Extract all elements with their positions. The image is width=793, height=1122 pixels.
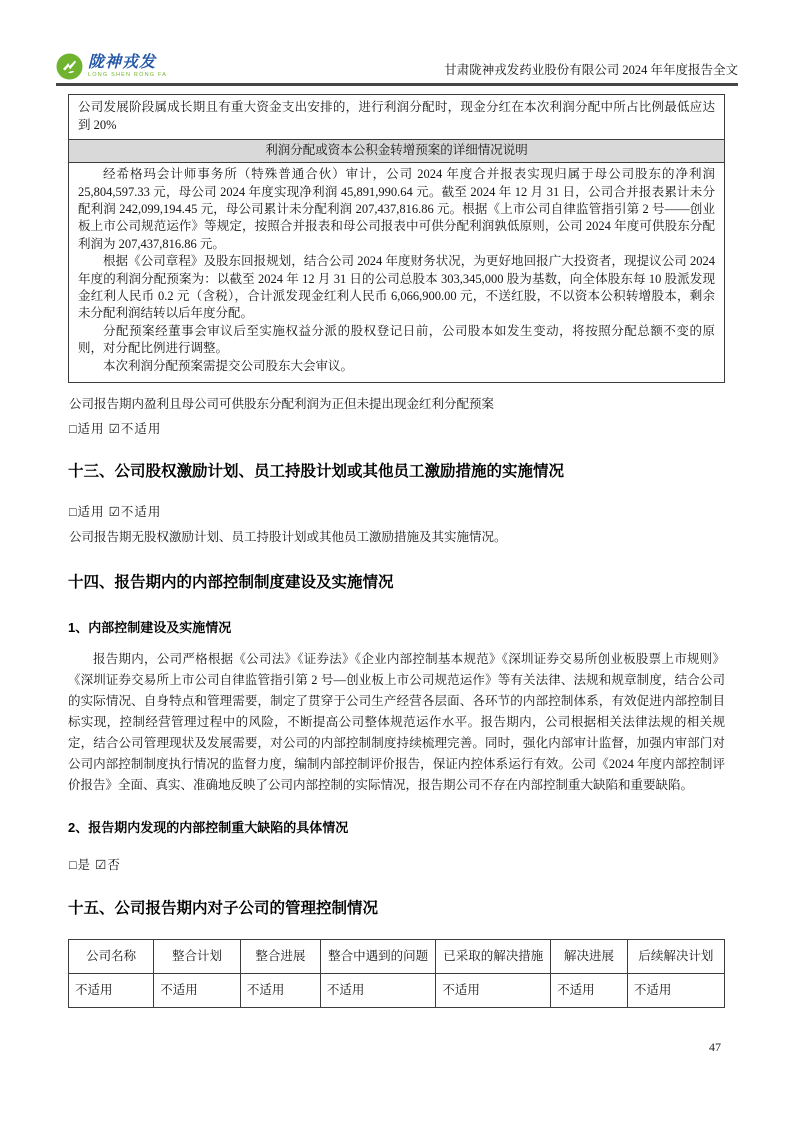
section-13-heading: 十三、公司股权激励计划、员工持股计划或其他员工激励措施的实施情况 <box>68 463 565 481</box>
section-15-heading: 十五、公司报告期内对子公司的管理控制情况 <box>68 900 379 918</box>
profit-note-checkbox-line: □适用 ☑不适用 <box>69 422 162 437</box>
logo-chinese-name: 陇神戎发 <box>88 53 157 71</box>
company-logo-text <box>88 55 167 79</box>
column-header: 后续解决计划 <box>627 940 724 974</box>
table-cell: 不适用 <box>69 974 154 1008</box>
section-14-heading: 十四、报告期内的内部控制制度建设及实施情况 <box>68 574 394 592</box>
column-header: 整合进展 <box>240 940 320 974</box>
table-cell: 不适用 <box>320 974 435 1008</box>
dividend-plan-body <box>69 163 724 382</box>
logo-english-name: LONG SHEN RONG FA <box>88 71 168 78</box>
table-cell: 不适用 <box>240 974 320 1008</box>
column-header: 整合中遇到的问题 <box>320 940 435 974</box>
subsidiary-control-table <box>68 939 725 1008</box>
section-14-sub2-heading: 2、报告期内发现的内部控制重大缺陷的具体情况 <box>68 820 349 836</box>
section-14-sub2-checkbox-line: □是 ☑否 <box>69 858 121 873</box>
table-cell: 不适用 <box>436 974 551 1008</box>
dividend-paragraph: 经希格玛会计师事务所（特殊普通合伙）审计，公司 2024 年度合并报表实现归属于母公司股东的净利润 25,804,597.33 元，母公司 2024 年度实现净利润 45,891,990.64 元。截至 2024 年 12 月 31 日，公司合并报表累计未分配利润 242,099,194.45 元，母公司累计未分配利润 207,437,816.86 元。根据《上市公司自律监管指引第 2 号——创业板上市公司规范运作》等规定，按照合并报表和母公司报表中可供分配利润孰低原则，公司 2024 年度可供股东分配利润为 207,437,816.86 元。 <box>78 167 715 251</box>
dividend-policy-intro: 公司发展阶段属成长期且有重大资金支出安排的，进行利润分配时，现金分红在本次利润分配中所占比例最低应达到 20% <box>78 100 715 132</box>
table-cell: 不适用 <box>551 974 628 1008</box>
page-content <box>68 94 725 1008</box>
section-14-sub1-heading: 1、内部控制建设及实施情况 <box>68 620 232 636</box>
page-header <box>56 46 738 86</box>
table-row <box>69 974 725 1008</box>
dividend-paragraph: 本次利润分配预案需提交公司股东大会审议。 <box>103 358 354 373</box>
column-header: 已采取的解决措施 <box>436 940 551 974</box>
dividend-paragraph: 分配预案经董事会审议后至实施权益分派的股权登记日前，公司股本如发生变动，将按照分配总额不变的原则，对分配比例进行调整。 <box>78 323 715 356</box>
column-header: 整合计划 <box>154 940 241 974</box>
dividend-paragraph: 根据《公司章程》及股东回报规划，结合公司 2024 年度财务状况，为更好地回报广大投资者，现提议公司 2024 年度的利润分配预案为：以截至 2024 年 12 月 31 日的公司总股本 303,345,000 股为基数，向全体股东每 10 股派发现金红利人民币 0.2 元（含税），合计派发现金红利人民币 6,066,900.00 元，不送红股，不以资本公积转增股本，剩余未分配利润结转以后年度分配。 <box>78 254 715 321</box>
profit-no-dividend-note: 公司报告期内盈利且母公司可供股东分配利润为正但未提出现金红利分配预案 <box>69 397 495 412</box>
report-title: 甘肃陇神戎发药业股份有限公司 2024 年年度报告全文 <box>444 63 738 77</box>
section-13-note: 公司报告期无股权激励计划、员工持股计划或其他员工激励措施及其实施情况。 <box>69 530 507 545</box>
table-header-row <box>69 940 725 974</box>
company-logo-icon <box>56 53 83 80</box>
internal-control-paragraph: 报告期内，公司严格根据《公司法》《证券法》《企业内部控制基本规范》《深圳证券交易所创业板股票上市规则》《深圳证券交易所上市公司自律监管指引第 2 号—创业板上市公司规范运作》等有关法律、法规和规章制度，结合公司的实际情况、自身特点和管理需要，制定了贯穿于公司生产经营各层面、各环节的内部控制体系，有效促进内部控制目标实现，控制经营管理过程中的风险，不断提高公司整体规范运作水平。报告期内，公司根据相关法律法规的相关规定，结合公司管理现状及发展需要，对公司的内部控制制度持续梳理完善。同时，强化内部审计监督，加强内审部门对公司内部控制制度执行情况的监督力度，编制内部控制评价报告，保证内控体系运行有效。公司《2024 年度内部控制评价报告》全面、真实、准确地反映了公司内部控制的实际情况，报告期公司不存在内部控制重大缺陷和重要缺陷。 <box>68 652 725 793</box>
company-logo <box>56 53 167 80</box>
dividend-plan-band-title: 利润分配或资本公积金转增预案的详细情况说明 <box>69 139 724 163</box>
dividend-proposal-box <box>68 94 725 383</box>
column-header: 公司名称 <box>69 940 154 974</box>
section-13-checkbox-line: □适用 ☑不适用 <box>69 505 162 520</box>
column-header: 解决进展 <box>551 940 628 974</box>
table-cell: 不适用 <box>154 974 241 1008</box>
page-number: 47 <box>709 1040 721 1054</box>
table-cell: 不适用 <box>627 974 724 1008</box>
